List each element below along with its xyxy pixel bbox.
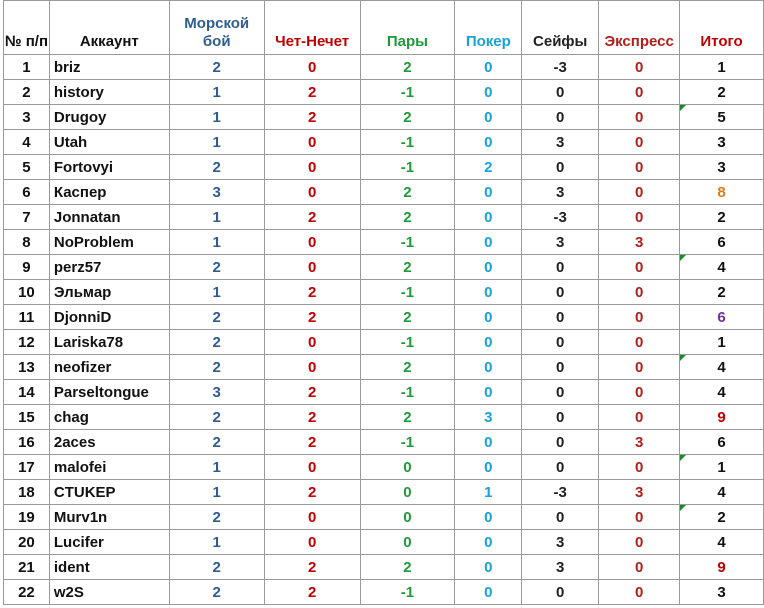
table-row [4, 230, 764, 255]
cell-num: 12 [4, 330, 50, 355]
cell-poker: 0 [455, 80, 522, 105]
cell-express: 3 [599, 480, 680, 505]
cell-num: 5 [4, 155, 50, 180]
cell-odd-even: 2 [264, 280, 360, 305]
cell-safes: 3 [522, 180, 599, 205]
score-table [3, 0, 764, 605]
cell-safes: 3 [522, 230, 599, 255]
cell-poker: 3 [455, 405, 522, 430]
cell-pairs: -1 [360, 130, 455, 155]
table-row [4, 155, 764, 180]
cell-safes: 0 [522, 455, 599, 480]
table-row [4, 380, 764, 405]
cell-pairs: -1 [360, 580, 455, 605]
table-row [4, 455, 764, 480]
cell-total: 3 [680, 580, 764, 605]
cell-odd-even: 0 [264, 530, 360, 555]
cell-express: 0 [599, 405, 680, 430]
cell-account: w2S [49, 580, 169, 605]
cell-express: 0 [599, 305, 680, 330]
cell-odd-even: 2 [264, 555, 360, 580]
cell-safes: 3 [522, 530, 599, 555]
cell-pairs: -1 [360, 330, 455, 355]
table-row [4, 130, 764, 155]
table-row [4, 180, 764, 205]
cell-sea-battle: 1 [169, 530, 264, 555]
cell-sea-battle: 2 [169, 405, 264, 430]
table-row [4, 555, 764, 580]
cell-sea-battle: 1 [169, 455, 264, 480]
table-row [4, 80, 764, 105]
cell-num: 19 [4, 505, 50, 530]
header-odd-even: Чет-Нечет [264, 1, 360, 55]
cell-account: Lucifer [49, 530, 169, 555]
cell-account: Эльмар [49, 280, 169, 305]
cell-account: Jonnatan [49, 205, 169, 230]
cell-total: 9 [680, 555, 764, 580]
cell-pairs: 2 [360, 105, 455, 130]
cell-account: Lariska78 [49, 330, 169, 355]
cell-express: 0 [599, 330, 680, 355]
cell-sea-battle: 1 [169, 130, 264, 155]
cell-num: 7 [4, 205, 50, 230]
cell-num: 8 [4, 230, 50, 255]
cell-pairs: 0 [360, 480, 455, 505]
cell-express: 0 [599, 155, 680, 180]
table-row [4, 505, 764, 530]
cell-total: 4 [680, 255, 764, 280]
cell-num: 18 [4, 480, 50, 505]
cell-sea-battle: 2 [169, 305, 264, 330]
cell-express: 0 [599, 180, 680, 205]
cell-express: 0 [599, 530, 680, 555]
cell-total: 4 [680, 530, 764, 555]
cell-account: malofei [49, 455, 169, 480]
cell-safes: 0 [522, 255, 599, 280]
cell-odd-even: 2 [264, 405, 360, 430]
cell-sea-battle: 1 [169, 480, 264, 505]
cell-express: 0 [599, 255, 680, 280]
cell-pairs: -1 [360, 155, 455, 180]
cell-total: 1 [680, 330, 764, 355]
table-row [4, 205, 764, 230]
cell-pairs: -1 [360, 380, 455, 405]
table-row [4, 280, 764, 305]
cell-total: 6 [680, 230, 764, 255]
cell-odd-even: 0 [264, 130, 360, 155]
table-row [4, 405, 764, 430]
table-row [4, 355, 764, 380]
cell-pairs: 2 [360, 255, 455, 280]
cell-pairs: 2 [360, 405, 455, 430]
cell-poker: 0 [455, 305, 522, 330]
cell-poker: 0 [455, 255, 522, 280]
cell-poker: 0 [455, 55, 522, 80]
cell-account: ident [49, 555, 169, 580]
table-row [4, 430, 764, 455]
table-row [4, 530, 764, 555]
cell-safes: 0 [522, 505, 599, 530]
cell-account: CTUKEP [49, 480, 169, 505]
cell-account: chag [49, 405, 169, 430]
cell-total: 1 [680, 455, 764, 480]
cell-pairs: 2 [360, 555, 455, 580]
cell-odd-even: 0 [264, 55, 360, 80]
cell-total: 3 [680, 130, 764, 155]
cell-odd-even: 2 [264, 205, 360, 230]
cell-poker: 0 [455, 380, 522, 405]
cell-num: 21 [4, 555, 50, 580]
cell-express: 0 [599, 105, 680, 130]
cell-total: 3 [680, 155, 764, 180]
cell-total: 6 [680, 430, 764, 455]
header-account: Аккаунт [49, 1, 169, 55]
cell-account: Murv1n [49, 505, 169, 530]
cell-sea-battle: 2 [169, 330, 264, 355]
cell-total: 6 [680, 305, 764, 330]
header-express: Экспресс [599, 1, 680, 55]
cell-sea-battle: 1 [169, 205, 264, 230]
cell-sea-battle: 1 [169, 105, 264, 130]
header-poker: Покер [455, 1, 522, 55]
cell-num: 20 [4, 530, 50, 555]
cell-poker: 0 [455, 130, 522, 155]
cell-odd-even: 0 [264, 330, 360, 355]
cell-account: Каспер [49, 180, 169, 205]
cell-safes: 0 [522, 430, 599, 455]
cell-express: 0 [599, 555, 680, 580]
cell-express: 0 [599, 130, 680, 155]
cell-pairs: 2 [360, 305, 455, 330]
cell-total: 2 [680, 280, 764, 305]
cell-pairs: 0 [360, 530, 455, 555]
cell-express: 0 [599, 355, 680, 380]
cell-safes: 3 [522, 130, 599, 155]
cell-pairs: 2 [360, 55, 455, 80]
header-sea-battle: Морской бой [169, 1, 264, 55]
cell-express: 0 [599, 455, 680, 480]
cell-odd-even: 2 [264, 430, 360, 455]
cell-poker: 0 [455, 505, 522, 530]
cell-sea-battle: 1 [169, 280, 264, 305]
header-row [4, 1, 764, 55]
header-total: Итого [680, 1, 764, 55]
cell-safes: -3 [522, 55, 599, 80]
table-row [4, 480, 764, 505]
cell-safes: 0 [522, 355, 599, 380]
header-safes: Сейфы [522, 1, 599, 55]
header-pairs: Пары [360, 1, 455, 55]
header-num: № п/п [4, 1, 50, 55]
cell-num: 6 [4, 180, 50, 205]
cell-poker: 2 [455, 155, 522, 180]
cell-poker: 0 [455, 105, 522, 130]
cell-account: perz57 [49, 255, 169, 280]
cell-account: Parseltongue [49, 380, 169, 405]
table-row [4, 255, 764, 280]
table-row [4, 580, 764, 605]
cell-total: 1 [680, 55, 764, 80]
cell-sea-battle: 1 [169, 80, 264, 105]
cell-pairs: -1 [360, 280, 455, 305]
cell-num: 11 [4, 305, 50, 330]
cell-pairs: -1 [360, 430, 455, 455]
cell-pairs: 2 [360, 205, 455, 230]
cell-poker: 0 [455, 430, 522, 455]
table-row [4, 305, 764, 330]
cell-sea-battle: 2 [169, 505, 264, 530]
cell-odd-even: 2 [264, 580, 360, 605]
cell-num: 22 [4, 580, 50, 605]
cell-account: Utah [49, 130, 169, 155]
cell-account: NoProblem [49, 230, 169, 255]
cell-pairs: 2 [360, 355, 455, 380]
cell-num: 1 [4, 55, 50, 80]
cell-odd-even: 0 [264, 355, 360, 380]
cell-odd-even: 2 [264, 80, 360, 105]
cell-express: 0 [599, 55, 680, 80]
cell-safes: 3 [522, 555, 599, 580]
cell-safes: -3 [522, 480, 599, 505]
cell-express: 3 [599, 230, 680, 255]
cell-safes: 0 [522, 155, 599, 180]
cell-num: 13 [4, 355, 50, 380]
cell-poker: 0 [455, 555, 522, 580]
cell-account: 2aces [49, 430, 169, 455]
cell-sea-battle: 3 [169, 180, 264, 205]
cell-poker: 0 [455, 205, 522, 230]
cell-safes: 0 [522, 80, 599, 105]
cell-express: 0 [599, 380, 680, 405]
cell-sea-battle: 3 [169, 380, 264, 405]
cell-sea-battle: 2 [169, 55, 264, 80]
cell-poker: 1 [455, 480, 522, 505]
cell-express: 0 [599, 505, 680, 530]
cell-account: briz [49, 55, 169, 80]
cell-express: 0 [599, 80, 680, 105]
cell-total: 8 [680, 180, 764, 205]
cell-total: 2 [680, 505, 764, 530]
cell-pairs: 0 [360, 455, 455, 480]
cell-pairs: -1 [360, 230, 455, 255]
cell-express: 0 [599, 580, 680, 605]
cell-safes: 0 [522, 305, 599, 330]
cell-odd-even: 2 [264, 305, 360, 330]
cell-sea-battle: 2 [169, 580, 264, 605]
cell-sea-battle: 2 [169, 155, 264, 180]
cell-odd-even: 0 [264, 255, 360, 280]
cell-odd-even: 2 [264, 480, 360, 505]
cell-odd-even: 0 [264, 180, 360, 205]
cell-express: 0 [599, 205, 680, 230]
cell-sea-battle: 2 [169, 355, 264, 380]
cell-account: Drugoy [49, 105, 169, 130]
cell-odd-even: 0 [264, 155, 360, 180]
cell-num: 15 [4, 405, 50, 430]
cell-safes: 0 [522, 330, 599, 355]
cell-poker: 0 [455, 530, 522, 555]
cell-poker: 0 [455, 580, 522, 605]
cell-odd-even: 0 [264, 230, 360, 255]
cell-safes: 0 [522, 380, 599, 405]
cell-poker: 0 [455, 230, 522, 255]
cell-account: DjonniD [49, 305, 169, 330]
cell-safes: 0 [522, 280, 599, 305]
cell-total: 5 [680, 105, 764, 130]
cell-express: 3 [599, 430, 680, 455]
cell-poker: 0 [455, 180, 522, 205]
cell-num: 2 [4, 80, 50, 105]
cell-num: 16 [4, 430, 50, 455]
cell-total: 4 [680, 380, 764, 405]
cell-pairs: 0 [360, 505, 455, 530]
cell-sea-battle: 2 [169, 555, 264, 580]
cell-sea-battle: 2 [169, 255, 264, 280]
cell-num: 4 [4, 130, 50, 155]
cell-express: 0 [599, 280, 680, 305]
cell-total: 4 [680, 480, 764, 505]
cell-account: Fortovyi [49, 155, 169, 180]
cell-total: 2 [680, 80, 764, 105]
cell-num: 14 [4, 380, 50, 405]
cell-sea-battle: 1 [169, 230, 264, 255]
cell-num: 9 [4, 255, 50, 280]
cell-poker: 0 [455, 280, 522, 305]
cell-pairs: -1 [360, 80, 455, 105]
cell-poker: 0 [455, 330, 522, 355]
cell-num: 3 [4, 105, 50, 130]
cell-safes: 0 [522, 105, 599, 130]
cell-odd-even: 2 [264, 105, 360, 130]
cell-num: 10 [4, 280, 50, 305]
cell-safes: 0 [522, 405, 599, 430]
cell-odd-even: 0 [264, 505, 360, 530]
cell-odd-even: 0 [264, 455, 360, 480]
table-row [4, 55, 764, 80]
table-row [4, 105, 764, 130]
cell-safes: 0 [522, 580, 599, 605]
cell-safes: -3 [522, 205, 599, 230]
cell-total: 9 [680, 405, 764, 430]
cell-odd-even: 2 [264, 380, 360, 405]
table-row [4, 330, 764, 355]
cell-account: neofizer [49, 355, 169, 380]
cell-total: 2 [680, 205, 764, 230]
cell-poker: 0 [455, 455, 522, 480]
cell-sea-battle: 2 [169, 430, 264, 455]
cell-poker: 0 [455, 355, 522, 380]
cell-total: 4 [680, 355, 764, 380]
cell-num: 17 [4, 455, 50, 480]
cell-account: history [49, 80, 169, 105]
cell-pairs: 2 [360, 180, 455, 205]
